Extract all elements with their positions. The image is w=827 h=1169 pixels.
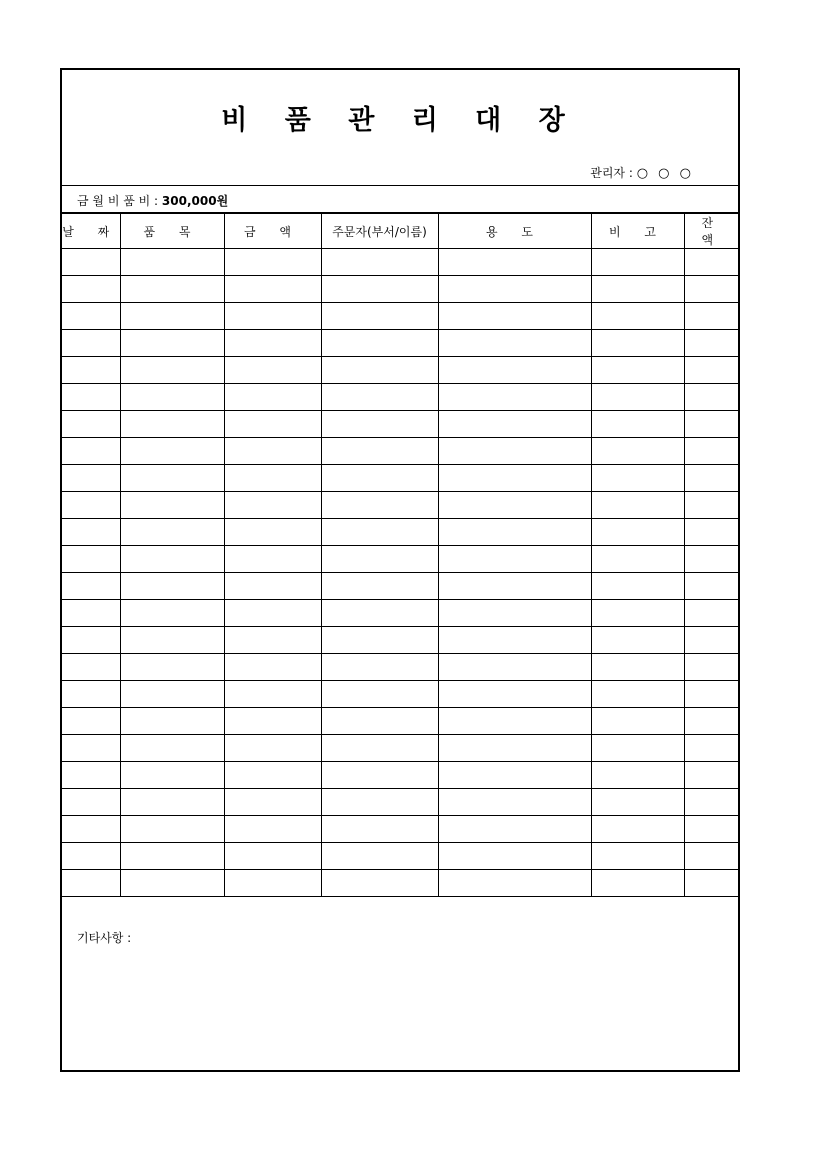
- table-row: [62, 465, 740, 492]
- table-cell[interactable]: [438, 627, 591, 654]
- budget-row: [62, 185, 738, 213]
- table-cell[interactable]: [120, 870, 224, 897]
- col-balance-header: 잔 액: [684, 214, 740, 249]
- table-cell[interactable]: [62, 708, 120, 735]
- table-cell[interactable]: [224, 357, 321, 384]
- table-cell[interactable]: [684, 384, 740, 411]
- table-cell[interactable]: [438, 735, 591, 762]
- table-cell[interactable]: [62, 600, 120, 627]
- table-cell[interactable]: [224, 492, 321, 519]
- table-cell[interactable]: [224, 654, 321, 681]
- table-cell[interactable]: [591, 600, 684, 627]
- table-cell[interactable]: [120, 519, 224, 546]
- table-cell[interactable]: [224, 573, 321, 600]
- table-cell[interactable]: [684, 708, 740, 735]
- table-cell[interactable]: [591, 708, 684, 735]
- table-cell[interactable]: [62, 519, 120, 546]
- budget-value: 300,000원: [161, 194, 229, 208]
- table-cell[interactable]: [321, 681, 438, 708]
- table-cell[interactable]: [224, 789, 321, 816]
- manager-value: ○ ○ ○: [636, 166, 694, 181]
- table-row: [62, 681, 740, 708]
- table-cell[interactable]: [321, 411, 438, 438]
- table-cell[interactable]: [591, 330, 684, 357]
- table-cell[interactable]: [120, 357, 224, 384]
- table-cell[interactable]: [321, 303, 438, 330]
- table-cell[interactable]: [224, 708, 321, 735]
- table-cell[interactable]: [684, 438, 740, 465]
- table-cell[interactable]: [62, 843, 120, 870]
- table-cell[interactable]: [591, 519, 684, 546]
- table-row: [62, 249, 740, 276]
- table-cell[interactable]: [62, 762, 120, 789]
- ledger-table: [62, 213, 740, 897]
- table-cell[interactable]: [62, 249, 120, 276]
- table-cell[interactable]: [438, 816, 591, 843]
- table-cell[interactable]: [224, 843, 321, 870]
- table-row: [62, 276, 740, 303]
- table-cell[interactable]: [591, 870, 684, 897]
- table-cell[interactable]: [438, 384, 591, 411]
- col-remarks-header: 비 고: [591, 214, 684, 249]
- table-cell[interactable]: [120, 816, 224, 843]
- table-cell[interactable]: [684, 492, 740, 519]
- table-cell[interactable]: [62, 627, 120, 654]
- manager-label: 관리자 :: [590, 166, 633, 180]
- table-cell[interactable]: [224, 330, 321, 357]
- table-cell[interactable]: [321, 465, 438, 492]
- notes-label: 기타사항 :: [77, 931, 132, 945]
- table-cell[interactable]: [438, 249, 591, 276]
- table-cell[interactable]: [120, 573, 224, 600]
- table-cell[interactable]: [591, 762, 684, 789]
- table-cell[interactable]: [684, 870, 740, 897]
- table-row: [62, 708, 740, 735]
- table-cell[interactable]: [120, 762, 224, 789]
- table-cell[interactable]: [224, 249, 321, 276]
- budget-label: 금 월 비 품 비 :: [77, 194, 159, 208]
- table-cell[interactable]: [591, 411, 684, 438]
- table-row: [62, 843, 740, 870]
- table-row: [62, 627, 740, 654]
- table-cell[interactable]: [224, 465, 321, 492]
- table-row: [62, 600, 740, 627]
- col-date-header: 날 짜: [62, 214, 120, 249]
- table-cell[interactable]: [591, 627, 684, 654]
- table-cell[interactable]: [224, 546, 321, 573]
- table-cell[interactable]: [684, 681, 740, 708]
- table-cell[interactable]: [321, 843, 438, 870]
- table-row: [62, 573, 740, 600]
- col-amount-header: 금 액: [224, 214, 321, 249]
- table-cell[interactable]: [684, 789, 740, 816]
- table-cell[interactable]: [684, 303, 740, 330]
- table-cell[interactable]: [591, 465, 684, 492]
- table-cell[interactable]: [591, 492, 684, 519]
- table-cell[interactable]: [120, 438, 224, 465]
- table-cell[interactable]: [62, 492, 120, 519]
- table-cell[interactable]: [321, 438, 438, 465]
- table-cell[interactable]: [62, 411, 120, 438]
- table-cell[interactable]: [321, 519, 438, 546]
- table-cell[interactable]: [684, 735, 740, 762]
- table-cell[interactable]: [120, 276, 224, 303]
- page-title: 비 품 관 리 대 장: [221, 105, 579, 136]
- table-cell[interactable]: [120, 492, 224, 519]
- table-cell[interactable]: [684, 573, 740, 600]
- table-row: [62, 816, 740, 843]
- table-cell[interactable]: [438, 492, 591, 519]
- table-cell[interactable]: [120, 411, 224, 438]
- table-cell[interactable]: [321, 546, 438, 573]
- table-cell[interactable]: [120, 384, 224, 411]
- table-cell[interactable]: [438, 708, 591, 735]
- table-row: [62, 654, 740, 681]
- table-cell[interactable]: [321, 357, 438, 384]
- table-cell[interactable]: [684, 519, 740, 546]
- table-cell[interactable]: [438, 573, 591, 600]
- table-cell[interactable]: [321, 789, 438, 816]
- table-cell[interactable]: [62, 384, 120, 411]
- table-row: [62, 735, 740, 762]
- table-cell[interactable]: [591, 357, 684, 384]
- table-cell[interactable]: [438, 870, 591, 897]
- table-cell[interactable]: [591, 384, 684, 411]
- table-cell[interactable]: [591, 573, 684, 600]
- table-cell[interactable]: [321, 573, 438, 600]
- table-row: [62, 411, 740, 438]
- table-cell[interactable]: [591, 654, 684, 681]
- table-cell[interactable]: [438, 789, 591, 816]
- table-cell[interactable]: [438, 438, 591, 465]
- table-cell[interactable]: [438, 465, 591, 492]
- table-cell[interactable]: [684, 627, 740, 654]
- table-row: [62, 546, 740, 573]
- table-cell[interactable]: [120, 843, 224, 870]
- table-cell[interactable]: [321, 708, 438, 735]
- table-row: [62, 357, 740, 384]
- table-cell[interactable]: [120, 789, 224, 816]
- table-cell[interactable]: [120, 249, 224, 276]
- table-row: [62, 492, 740, 519]
- table-row: [62, 330, 740, 357]
- table-cell[interactable]: [62, 330, 120, 357]
- table-cell[interactable]: [684, 276, 740, 303]
- table-cell[interactable]: [224, 438, 321, 465]
- table-cell[interactable]: [684, 465, 740, 492]
- table-cell[interactable]: [591, 681, 684, 708]
- table-cell[interactable]: [591, 438, 684, 465]
- table-cell[interactable]: [120, 627, 224, 654]
- table-cell[interactable]: [321, 249, 438, 276]
- col-usage-header: 용 도: [438, 214, 591, 249]
- table-cell[interactable]: [62, 654, 120, 681]
- table-cell[interactable]: [120, 465, 224, 492]
- table-cell[interactable]: [224, 762, 321, 789]
- table-cell[interactable]: [224, 870, 321, 897]
- table-cell[interactable]: [684, 600, 740, 627]
- table-row: [62, 519, 740, 546]
- table-cell[interactable]: [684, 357, 740, 384]
- table-cell[interactable]: [62, 303, 120, 330]
- table-cell[interactable]: [62, 438, 120, 465]
- table-cell[interactable]: [591, 249, 684, 276]
- table-cell[interactable]: [591, 546, 684, 573]
- table-cell[interactable]: [684, 816, 740, 843]
- table-cell[interactable]: [438, 330, 591, 357]
- table-cell[interactable]: [224, 411, 321, 438]
- table-row: [62, 762, 740, 789]
- table-cell[interactable]: [438, 681, 591, 708]
- table-cell[interactable]: [321, 384, 438, 411]
- table-cell[interactable]: [321, 654, 438, 681]
- table-cell[interactable]: [120, 600, 224, 627]
- table-cell[interactable]: [224, 303, 321, 330]
- table-cell[interactable]: [62, 573, 120, 600]
- table-cell[interactable]: [224, 681, 321, 708]
- table-row: [62, 303, 740, 330]
- table-row: [62, 789, 740, 816]
- table-cell[interactable]: [62, 357, 120, 384]
- table-cell[interactable]: [591, 303, 684, 330]
- table-cell[interactable]: [120, 546, 224, 573]
- table-cell[interactable]: [224, 627, 321, 654]
- table-cell[interactable]: [120, 654, 224, 681]
- table-cell[interactable]: [62, 870, 120, 897]
- table-cell[interactable]: [62, 681, 120, 708]
- table-cell[interactable]: [438, 654, 591, 681]
- table-cell[interactable]: [591, 735, 684, 762]
- table-row: [62, 384, 740, 411]
- ledger-sheet: [60, 68, 740, 1072]
- table-cell[interactable]: [120, 735, 224, 762]
- table-cell[interactable]: [62, 789, 120, 816]
- col-orderer-header: 주문자(부서/이름): [321, 214, 438, 249]
- table-cell[interactable]: [120, 708, 224, 735]
- table-cell[interactable]: [438, 843, 591, 870]
- table-cell[interactable]: [684, 411, 740, 438]
- table-cell[interactable]: [62, 816, 120, 843]
- table-cell[interactable]: [684, 249, 740, 276]
- table-cell[interactable]: [321, 870, 438, 897]
- table-cell[interactable]: [224, 600, 321, 627]
- table-cell[interactable]: [591, 843, 684, 870]
- table-cell[interactable]: [321, 492, 438, 519]
- table-cell[interactable]: [321, 735, 438, 762]
- col-item-header: 품 목: [120, 214, 224, 249]
- table-cell[interactable]: [321, 330, 438, 357]
- table-cell[interactable]: [224, 735, 321, 762]
- table-cell[interactable]: [438, 762, 591, 789]
- table-cell[interactable]: [120, 681, 224, 708]
- table-cell[interactable]: [224, 816, 321, 843]
- header-row: [62, 214, 740, 249]
- table-cell[interactable]: [224, 519, 321, 546]
- table-cell[interactable]: [438, 600, 591, 627]
- table-cell[interactable]: [120, 303, 224, 330]
- table-cell[interactable]: [591, 816, 684, 843]
- table-cell[interactable]: [438, 546, 591, 573]
- table-cell[interactable]: [684, 654, 740, 681]
- table-cell[interactable]: [62, 546, 120, 573]
- table-cell[interactable]: [62, 465, 120, 492]
- table-cell[interactable]: [224, 276, 321, 303]
- table-cell[interactable]: [321, 762, 438, 789]
- table-cell[interactable]: [321, 816, 438, 843]
- table-cell[interactable]: [438, 357, 591, 384]
- table-cell[interactable]: [684, 546, 740, 573]
- table-cell[interactable]: [684, 843, 740, 870]
- table-row: [62, 870, 740, 897]
- table-cell[interactable]: [438, 411, 591, 438]
- table-cell[interactable]: [438, 519, 591, 546]
- table-cell[interactable]: [120, 330, 224, 357]
- table-cell[interactable]: [591, 276, 684, 303]
- table-cell[interactable]: [438, 276, 591, 303]
- table-cell[interactable]: [62, 735, 120, 762]
- table-cell[interactable]: [684, 762, 740, 789]
- table-cell[interactable]: [684, 330, 740, 357]
- table-cell[interactable]: [321, 627, 438, 654]
- ledger-body: [62, 249, 740, 897]
- table-row: [62, 438, 740, 465]
- table-cell[interactable]: [438, 303, 591, 330]
- table-cell[interactable]: [62, 276, 120, 303]
- table-cell[interactable]: [321, 276, 438, 303]
- manager-line: [590, 164, 694, 181]
- table-cell[interactable]: [591, 789, 684, 816]
- table-cell[interactable]: [321, 600, 438, 627]
- budget-line: [77, 192, 228, 209]
- table-cell[interactable]: [224, 384, 321, 411]
